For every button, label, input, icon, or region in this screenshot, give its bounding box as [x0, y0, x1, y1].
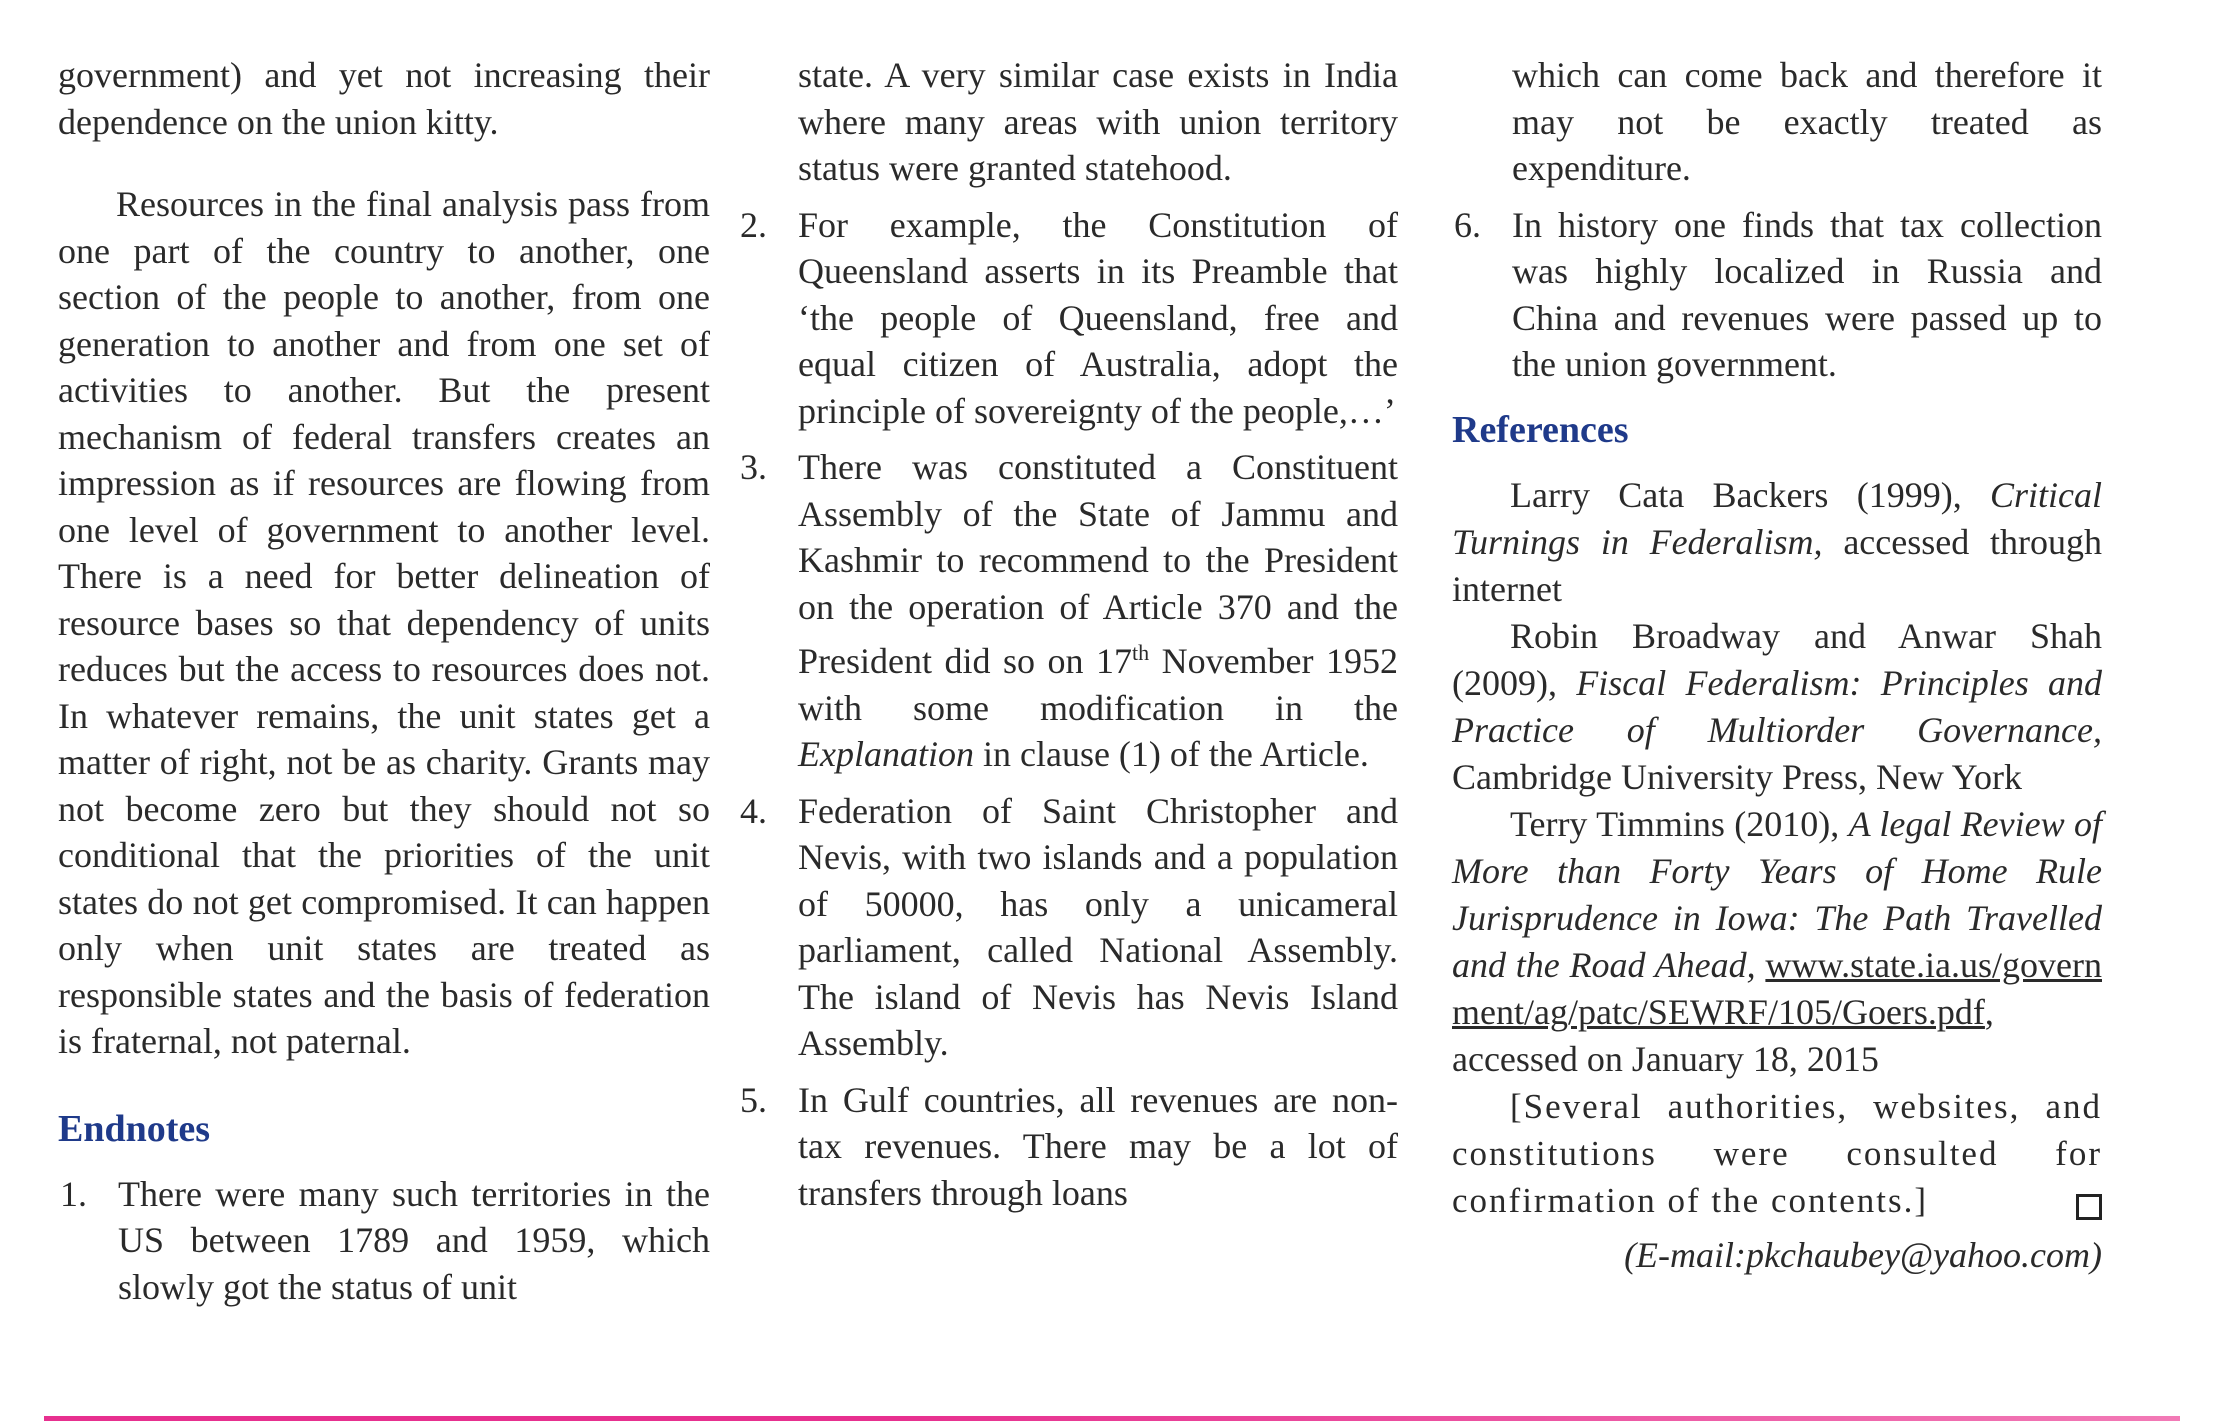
endnote-text: Federation of Saint Christopher and Nevis, with two islands and a population of 50000, has only a unicameral parliament, called National Assembly. The island of Nevis has Nevis Island Assembly. — [798, 790, 1398, 1063]
author-email: (E-mail:pkchaubey@yahoo.com) — [1624, 1234, 2102, 1275]
emphasis: Explanation — [798, 734, 974, 774]
reference-title: A legal Review of More than Forty Years of Home Rule Jurisprudence in Iowa: The Path Travelled and the Road Ahead, — [1452, 803, 2103, 985]
paragraph-intro: government) and yet not increasing their dependence on the union kitty. — [58, 55, 710, 142]
endnote-number: 2. — [740, 204, 767, 245]
references-heading: References — [1452, 408, 1629, 451]
endnote-2 — [738, 202, 1398, 435]
endnote-4 — [738, 788, 1398, 1067]
endnote-text-part: in clause (1) of the Article. — [973, 734, 1369, 774]
reference-detail: Cambridge University Press, New York — [1452, 756, 2022, 797]
endnote-text — [798, 444, 1398, 778]
endnote-text-part: November 1952 with some modification in the — [798, 641, 1398, 728]
reference-3 — [1452, 801, 2102, 1083]
endnote-5 — [738, 1077, 1398, 1217]
reference-detail: accessed through internet — [1452, 521, 2102, 609]
endnote-number: 5. — [740, 1079, 767, 1120]
consulted-text: [Several authorities, websites, and constitutions were consulted for confirmation of the contents.] — [1452, 1086, 2102, 1220]
endnote-text-part: There was constituted a Constituent Assembly of the State of Jammu and Kashmir to recommend to the President on the operation of Article 370 and the President did so on 17 — [798, 447, 1398, 681]
reference-1 — [1452, 472, 2102, 613]
reference-author: Larry Cata Backers (1999), — [1510, 474, 1990, 515]
endnote-number: 6. — [1454, 204, 1481, 245]
endnote-number: 4. — [740, 790, 767, 831]
endnote-text: In Gulf countries, all revenues are non-tax revenues. There may be a lot of transfers through loans — [798, 1079, 1398, 1213]
endnotes-heading: Endnotes — [58, 1107, 211, 1150]
reference-2 — [1452, 613, 2102, 801]
paragraph-resources: Resources in the final analysis pass from one part of the country to another, one section of the people to another, from one generation to another and from one set of activities to another. But the present mechanism of federal transfers creates an impression as if resources are flowing from one level of government to another level. There is a need for better delineation of resource bases so that dependency of units reduces but the access to resources does not. In whatever remains, the unit states get a matter of right, not be as charity. Grants may not become zero but they should not so conditional that the priorities of the unit states do not get compromised. It can happen only when unit states are treated as responsible states and the basis of federation is fraternal, not paternal. — [58, 184, 710, 1061]
reference-author: Robin Broadway and Anwar Shah (2009), — [1452, 615, 2102, 703]
endnote-1-continued — [738, 52, 1398, 192]
reference-detail: , accessed on January 18, 2015 — [1452, 991, 1994, 1079]
endnote-3 — [738, 444, 1398, 778]
end-of-article-box-icon — [2076, 1194, 2102, 1220]
column-3 — [1452, 52, 2102, 1278]
endnote-5-continued — [1452, 52, 2102, 192]
column-2 — [738, 52, 1398, 1216]
endnote-number: 1. — [60, 1173, 87, 1214]
reference-link[interactable]: www.state.ia.us/government/ag/patc/SEWRF/105/Goers.pdf — [1452, 944, 2102, 1032]
superscript: th — [1131, 640, 1150, 665]
reference-title: Fiscal Federalism: Principles and Practice of Multiorder Governance, — [1452, 662, 2102, 750]
endnote-text: state. A very similar case exists in India where many areas with union territory status were granted statehood. — [798, 55, 1398, 188]
reference-author: Terry Timmins (2010), — [1510, 803, 1849, 844]
endnote-1 — [58, 1171, 710, 1311]
endnote-text: For example, the Constitution of Queensland asserts in its Preamble that ‘the people of Queensland, free and equal citizen of Australia, adopt the principle of sovereignty of the people,…’ — [798, 204, 1398, 431]
reference-title: Critical Turnings in Federalism, — [1452, 474, 2102, 562]
column-1 — [58, 52, 710, 1310]
endnote-text: In history one finds that tax collection was highly localized in Russia and China and revenues were passed up to the union government. — [1512, 204, 2102, 384]
consulted-note — [1452, 1083, 2102, 1224]
bottom-accent-bar — [44, 1416, 2180, 1421]
endnote-text: There were many such territories in the US between 1789 and 1959, which slowly got the status of unit — [118, 1173, 710, 1307]
endnote-text: which can come back and therefore it may not be exactly treated as expenditure. — [1512, 55, 2102, 188]
endnote-6 — [1452, 202, 2102, 388]
endnote-number: 3. — [740, 447, 767, 487]
